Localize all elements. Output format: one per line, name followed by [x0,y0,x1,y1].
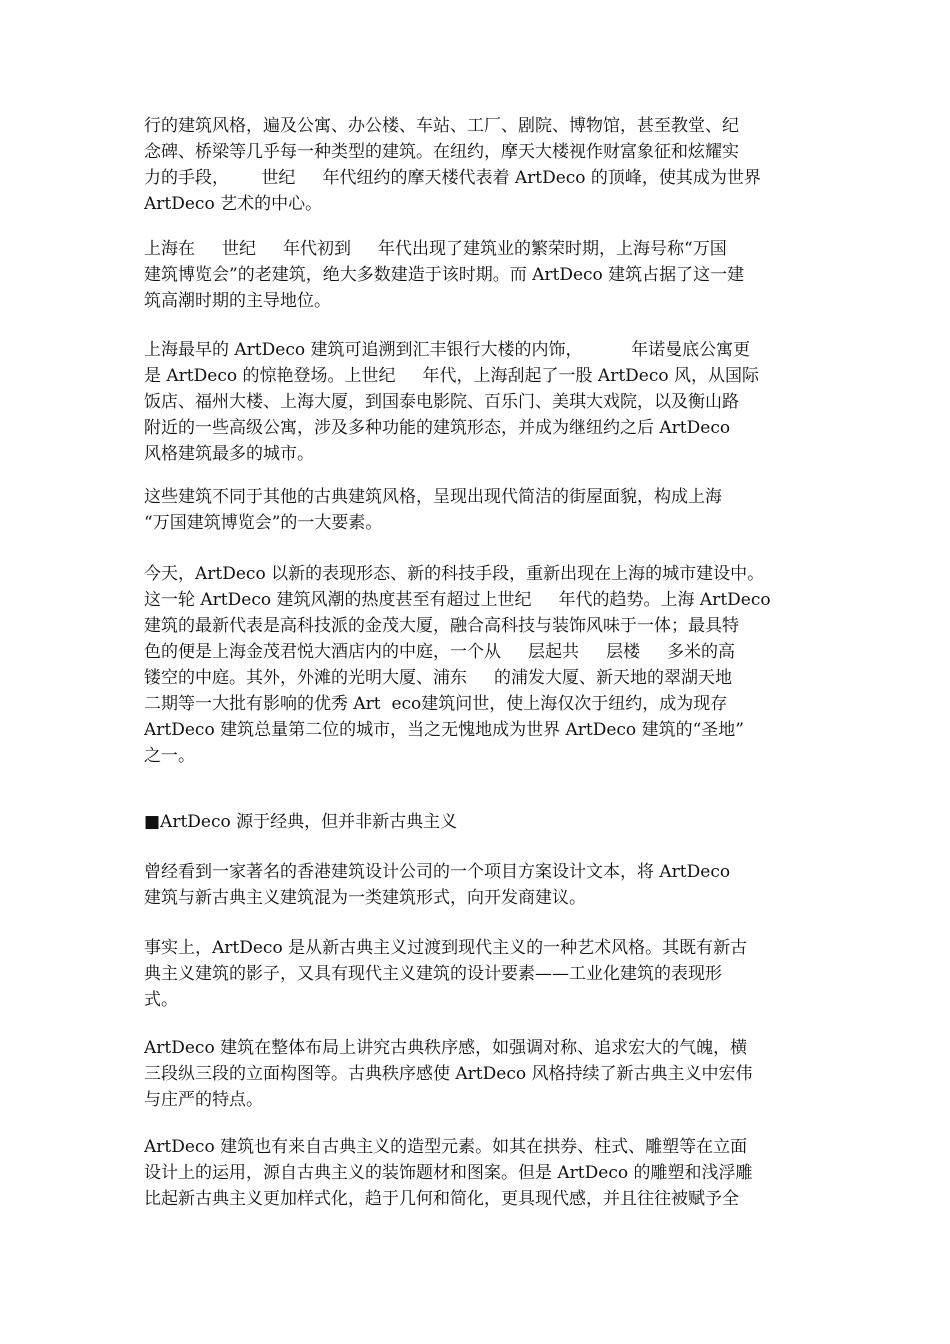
paragraph-1 [144,113,814,217]
text-line: 事实上，ArtDeco 是从新古典主义过渡到现代主义的一种艺术风格。其既有新古 [144,938,748,958]
text-line: ArtDeco 建筑在整体布局上讲究古典秩序感，如强调对称、追求宏大的气魄，横 [144,1038,748,1058]
text-line: 建筑的最新代表是高科技派的金茂大厦，融合高科技与装饰风味于一体；最具特 [144,616,739,636]
section-heading [144,809,814,835]
text-line: ArtDeco 艺术的中心。 [144,194,323,214]
text-line: 典主义建筑的影子，又具有现代主义建筑的设计要素——工业化建筑的表现形 [144,964,722,984]
text-line: 力的手段， 世纪 年代纽约的摩天楼代表着 ArtDeco 的顶峰，使其成为世界 [144,168,761,188]
text-line: 风格建筑最多的城市。 [144,444,314,464]
text-line: 附近的一些高级公寓，涉及多种功能的建筑形态，并成为继纽约之后 ArtDeco [144,418,731,438]
paragraph-7 [144,935,814,1013]
paragraph-3 [144,337,814,467]
text-line: 这一轮 ArtDeco 建筑风潮的热度甚至有超过上世纪 年代的趋势。上海 ArtDeco [144,590,771,610]
text-line: 筑高潮时期的主导地位。 [144,291,331,311]
text-line: 建筑与新古典主义建筑混为一类建筑形式，向开发商建议。 [144,888,586,908]
text-line: ArtDeco 建筑总量第二位的城市，当之无愧地成为世界 ArtDeco 建筑的“圣地” [144,720,744,740]
text-line: 建筑博览会”的老建筑，绝大多数建造于该时期。而 ArtDeco 建筑占据了这一建 [144,265,745,285]
paragraph-5 [144,561,814,769]
paragraph-6 [144,859,814,911]
text-line: ArtDeco 建筑也有来自古典主义的造型元素。如其在拱券、柱式、雕塑等在立面 [144,1137,748,1157]
text-line: 镂空的中庭。其外，外滩的光明大厦、浦东 的浦发大厦、新天地的翠湖天地 [144,668,733,688]
text-line: 今天，ArtDeco 以新的表现形态、新的科技手段，重新出现在上海的城市建设中。 [144,564,765,584]
text-line: 三段纵三段的立面构图等。古典秩序感使 ArtDeco 风格持续了新古典主义中宏伟 [144,1064,753,1084]
heading-text: ■ArtDeco 源于经典，但并非新古典主义 [144,812,458,832]
text-line: 式。 [144,990,178,1010]
paragraph-2 [144,236,814,314]
text-line: 这些建筑不同于其他的古典建筑风格，呈现出现代简洁的街屋面貌，构成上海 [144,487,722,507]
text-line: 是 ArtDeco 的惊艳登场。上世纪 年代，上海刮起了一股 ArtDeco 风，从国际 [144,366,759,386]
text-line: 上海最早的 ArtDeco 建筑可追溯到汇丰银行大楼的内饰， 年诺曼底公寓更 [144,340,751,360]
text-line: 念碑、桥梁等几乎每一种类型的建筑。在纽约，摩天大楼视作财富象征和炫耀实 [144,142,739,162]
paragraph-4 [144,484,814,536]
text-line: 曾经看到一家著名的香港建筑设计公司的一个项目方案设计文本，将 ArtDeco [144,862,731,882]
text-line: 之一。 [144,746,195,766]
paragraph-8 [144,1035,814,1113]
text-line: 比起新古典主义更加样式化，趋于几何和简化，更具现代感，并且往往被赋予全 [144,1189,739,1209]
text-line: 上海在 世纪 年代初到 年代出现了建筑业的繁荣时期，上海号称“万国 [144,239,727,259]
text-line: “万国建筑博览会”的一大要素。 [144,513,383,533]
text-line: 色的便是上海金茂君悦大酒店内的中庭，一个从 层起共 层楼 多米的高 [144,642,736,662]
text-line: 与庄严的特点。 [144,1090,263,1110]
text-line: 二期等一大批有影响的优秀 Art eco建筑问世，使上海仅次于纽约，成为现存 [144,694,728,714]
text-line: 行的建筑风格，遍及公寓、办公楼、车站、工厂、剧院、博物馆，甚至教堂、纪 [144,116,739,136]
paragraph-9 [144,1134,814,1212]
text-line: 饭店、福州大楼、上海大厦，到国泰电影院、百乐门、美琪大戏院，以及衡山路 [144,392,739,412]
text-line: 设计上的运用，源自古典主义的装饰题材和图案。但是 ArtDeco 的雕塑和浅浮雕 [144,1163,753,1183]
